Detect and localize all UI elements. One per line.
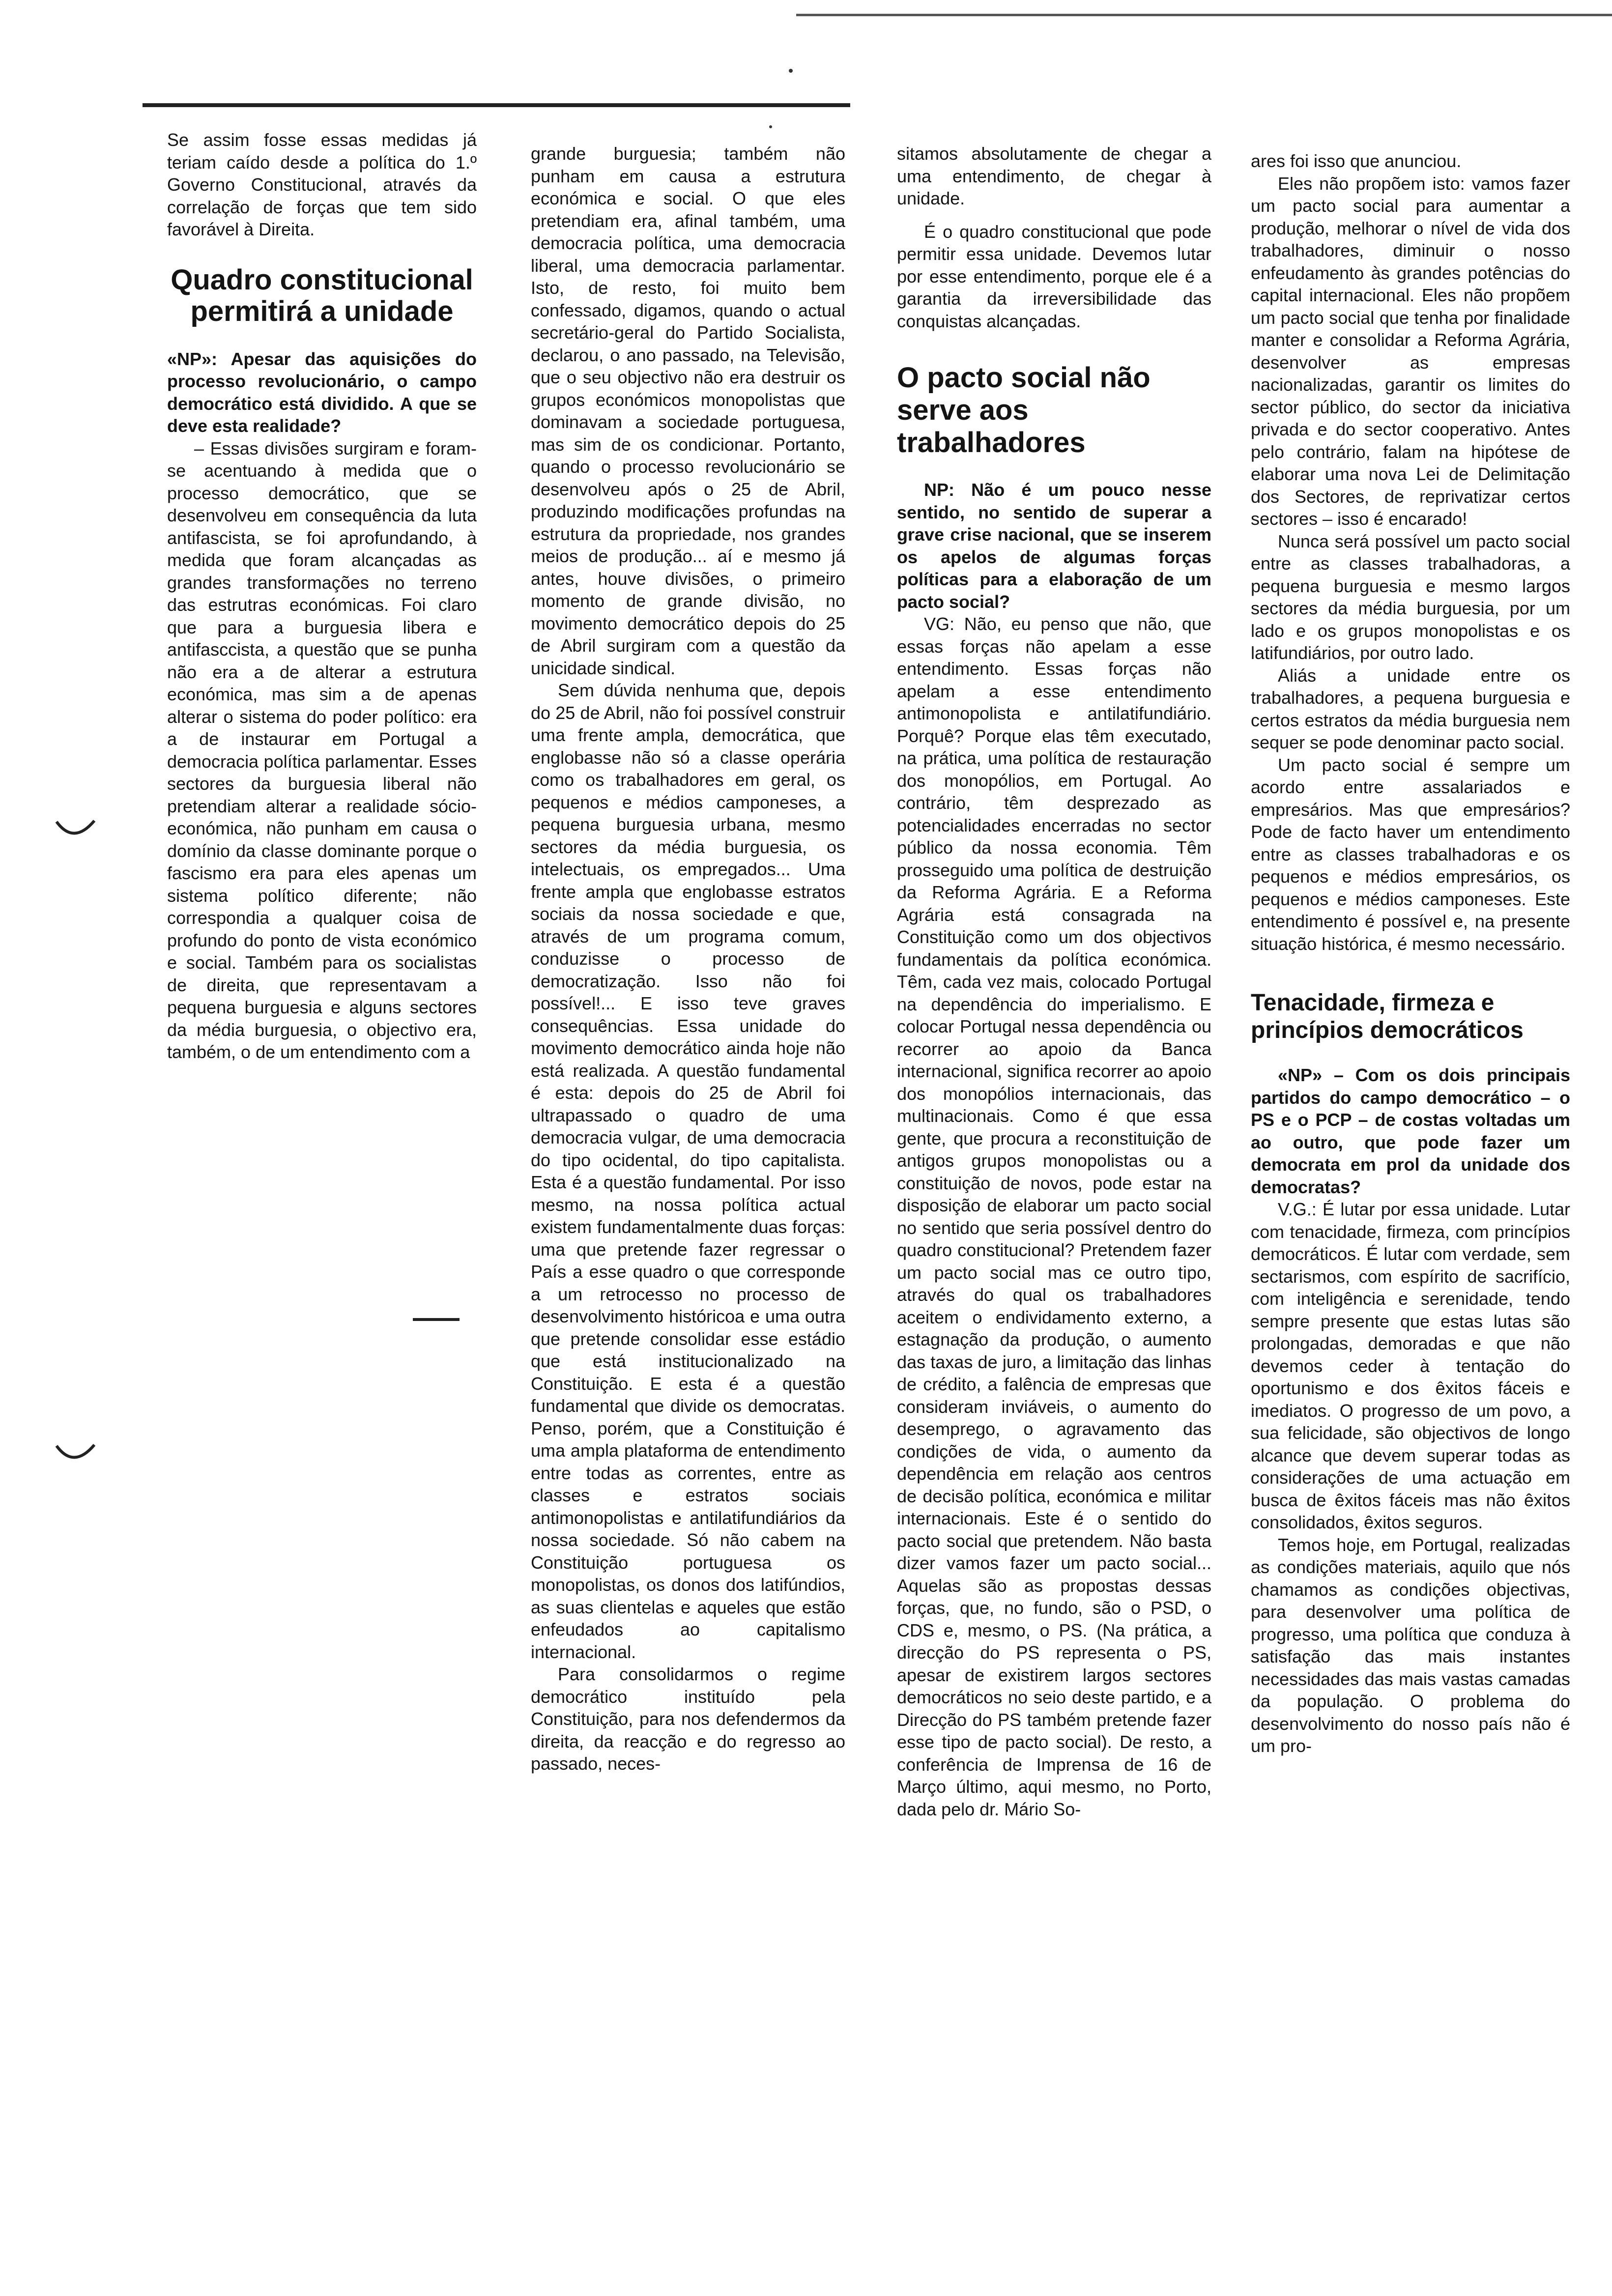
top-edge-rule: [796, 14, 1612, 16]
article-column-4: [1251, 150, 1570, 2047]
column-end-dash: [413, 1318, 460, 1321]
body-paragraph: Nunca será possível um pacto social entre as classes trabalhadoras, a pequena burguesia e mesmo largos sectores da média burguesia, por um lado e os grupos monopolistas e os latifundiários, por outro lado.: [1251, 531, 1570, 663]
article-column-3: [897, 143, 1211, 2049]
scan-speck: [789, 69, 793, 73]
body-paragraph: É o quadro constitucional que pode permitir essa unidade. Devemos lutar por esse entendimento, porque ele é a garantia da irreversibilidade das conquistas alcançadas.: [897, 221, 1211, 331]
interview-question: «NP» – Com os dois principais partidos do campo democrático – o PS e o PCP – de costas voltadas um ao outro, que pode fazer um democrata em prol da unidade dos democratas?: [1251, 1065, 1570, 1197]
punch-hole-mark-icon: [54, 816, 98, 845]
header-rule: [143, 103, 850, 107]
body-paragraph: Para consolidarmos o regime democrático instituído pela Constituição, para nos defendermos da direita, da reacção e do regresso ao passado, neces-: [531, 1664, 845, 1774]
article-column-2: [531, 143, 845, 2049]
answer-paragraph: V.G.: É lutar por essa unidade. Lutar com tenacidade, firmeza, com princípios democráticos. É lutar com verdade, sem sectarismos, com espírito de sacrifício, com inteligência e serenidade, tendo sempre presente que estas lutas são prolongadas, demoradas e que não devemos ceder à tentação do oportunismo e dos êxitos fáceis e imediatos. O progresso de um povo, a sua felicidade, são objectivos de longo alcance que devem superar todas as considerações de uma actuação em busca de êxitos fáceis mas não êxitos consolidados, êxitos seguros.: [1251, 1199, 1570, 1532]
body-paragraph: grande burguesia; também não punham em causa a estrutura económica e social. O que eles pretendiam era, afinal também, uma democracia política, uma democracia liberal, uma democracia parlamentar. Isto, de resto, foi muito bem confessado, digamos, quando o actual secretário-geral do Partido Socialista, declarou, o ano passado, na Televisão, que o seu objectivo não era destruir os grupos económicos monopolistas que dominavam a sociedade portuguesa, mas sim de os condicionar. Portanto, quando o processo revolucionário se desenvolveu após o 25 de Abril, produzindo modificações profundas na estrutura da propriedade, nos grandes meios de produção... aí e mesmo já antes, houve divisões, o primeiro momento de grande divisão, no movimento democrático depois do 25 de Abril surgiram com a questão da unicidade sindical.: [531, 144, 845, 678]
body-paragraph: sitamos absolutamente de chegar a uma entendimento, de chegar à unidade.: [897, 144, 1211, 208]
body-paragraph: Temos hoje, em Portugal, realizadas as condições materiais, aquilo que nós chamamos as condições objectivas, para desenvolver uma política de progresso, uma política que conduza à satisfação das mais instantes necessidades das mais vastas camadas da população. O problema do desenvolvimento do nosso país não é um pro-: [1251, 1534, 1570, 1756]
body-paragraph: Sem dúvida nenhuma que, depois do 25 de Abril, não foi possível construir uma frente ampla, democrática, que englobasse não só a classe operária como os trabalhadores em geral, os pequenos e médios camponeses, a pequena burguesia urbana, mesmo sectores da média burguesia, os intelectuais, os empregados... Uma frente ampla que englobasse estratos sociais da nossa sociedade e que, através de um programa comum, conduzisse o processo de democratização. Isso não foi possível!... E isso teve graves consequências. Essa unidade do movimento democrático ainda hoje não está realizada. A questão fundamental é esta: depois do 25 de Abril foi ultrapassado o quadro de uma democracia vulgar, de uma democracia do tipo ocidental, do tipo capitalista. Esta é a questão fundamental. Por isso mesmo, na nossa política actual existem fundamentalmente duas forças: uma que pretende fazer regressar o País a esse quadro o que corresponde a um retrocesso no processo de desenvolvimento históricoa e uma outra que pretende consolidar esse estádio que está institucionalizado na Constituição. E esta é a questão fundamental que divide os democratas. Penso, porém, que a Constituição é uma ampla plataforma de entendimento entre todas as correntes, entre as classes e estratos sociais antimonopolistas e antilatifundiários da nossa sociedade. Só não cabem na Constituição portuguesa os monopolistas, os donos dos latifúndios, as suas clientelas e aqueles que estão enfeudados ao capitalismo internacional.: [531, 680, 845, 1662]
article-column-1: [167, 129, 477, 1293]
interview-question: NP: Não é um pouco nesse sentido, no sentido de superar a grave crise nacional, que se inserem os apelos de algumas forças políticas para a elaboração de um pacto social?: [897, 480, 1211, 612]
scan-speck: [769, 125, 772, 128]
section-heading: O pacto social não serve aos trabalhadores: [897, 362, 1151, 459]
body-paragraph: Um pacto social é sempre um acordo entre assalariados e empresários. Mas que empresários? Pode de facto haver um entendimento entre as classes trabalhadoras e os pequenos e médios empresários, os pequenos e médios camponeses. Este entendimento é possível e, na presente situação histórica, é mesmo necessário.: [1251, 754, 1570, 954]
body-paragraph: Aliás a unidade entre os trabalhadores, a pequena burguesia e certos estratos da média burguesia nem sequer se pode denominar pacto social.: [1251, 665, 1570, 752]
answer-paragraph: – Essas divisões surgiram e foram-se acentuando à medida que o processo democrático, que se desenvolveu em consequência da luta antifascista, se foi aprofundando, à medida que foram alcançadas as grandes transformações no terreno das estrutras económicas. Foi claro que para a burguesia libera e antifasccista, a questão que se punha não era a de alterar a estrutura económica, mas sim a de apenas alterar o sistema do poder político: era a de instaurar em Portugal a democracia política parlamentar. Esses sectores da burguesia liberal não pretendiam alterar a realidade sócio-económica, não punham em causa o domínio da classe dominante porque o fascismo era para eles apenas um sistema político diferente; não correspondia a qualquer coisa de profundo do ponto de vista económico e social. Também para os socialistas de direita, que representavam a pequena burguesia e alguns sectores da média burguesia, o objectivo era, também, o de um entendimento com a: [167, 438, 477, 1062]
body-paragraph: ares foi isso que anunciou.: [1251, 151, 1462, 171]
interview-question: «NP»: Apesar das aquisições do processo revolucionário, o campo democrático está dividido. A que se deve esta realidade?: [167, 348, 477, 436]
section-heading: Quadro constitucional permitirá a unidade: [171, 263, 473, 327]
section-heading: Tenacidade, firmeza e princípios democráticos: [1251, 990, 1524, 1043]
punch-hole-mark-icon: [54, 1440, 98, 1469]
answer-paragraph: VG: Não, eu penso que não, que essas forças não apelam a esse entendimento. Essas forças não apelam a esse entendimento antimonopolista e antilatifundiário. Porquê? Porque elas têm executado, na prática, uma política de restauração dos monopólios, em Portugal. Ao contrário, têm desprezado as potencialidades encerradas no sector público da nossa economia. Têm prosseguido uma política de destruição da Reforma Agrária. E a Reforma Agrária está consagrada na Constituição como um dos objectivos fundamentais da política económica. Têm, cada vez mais, colocado Portugal na dependência do imperialismo. E colocar Portugal nessa dependência ou recorrer ao apoio da Banca internacional, significa recorrer ao apoio dos monopólios internacionais, das multinacionais. Como é que essa gente, que procura a reconstituição de antigos grupos monopolistas ou a constituição de novos, pode estar na disposição de elaborar um pacto social no sentido que seria possível dentro do quadro constitucional? Pretendem fazer um pacto social mas ce outro tipo, através do qual os trabalhadores aceitem o endividamento externo, a estagnação da produção, o aumento das taxas de juro, a limitação das linhas de crédito, a falência de empresas que consideram inviáveis, o aumento do desemprego, o agravamento das condições de vida, o aumento da dependência em relação aos centros de decisão política, económica e militar internacionais. Este é o sentido do pacto social que pretendem. Não basta dizer vamos fazer um pacto social... Aquelas são as propostas dessas forças, que, no fundo, são o PSD, o CDS e, mesmo, o PS. (Na prática, a direcção do PS representa o PS, apesar de existirem largos sectores democráticos no seio deste partido, e a Direcção do PS também pretende fazer esse tipo de pacto social). De resto, a conferência de Imprensa de 16 de Março último, aqui mesmo, no Porto, dada pelo dr. Mário So-: [897, 614, 1211, 1819]
body-paragraph: Eles não propõem isto: vamos fazer um pacto social para aumentar a produção, melhorar o nível de vida dos trabalhadores, diminuir o nosso enfeudamento às grandes potências do capital internacional. Eles não propõem um pacto social que tenha por finalidade manter e consolidar a Reforma Agrária, desenvolver as empresas nacionalizadas, garantir os limites do sector público, do sector da iniciativa privada e do sector cooperativo. Antes pelo contrário, falam na hipótese de elaborar uma nova Lei de Delimitação dos Sectores, de reprivatizar certos sectores – isso é encarado!: [1251, 173, 1570, 529]
intro-paragraph: Se assim fosse essas medidas já teriam caído desde a política do 1.º Governo Constitucional, através da correlação de forças que tem sido favorável à Direita.: [167, 130, 477, 239]
